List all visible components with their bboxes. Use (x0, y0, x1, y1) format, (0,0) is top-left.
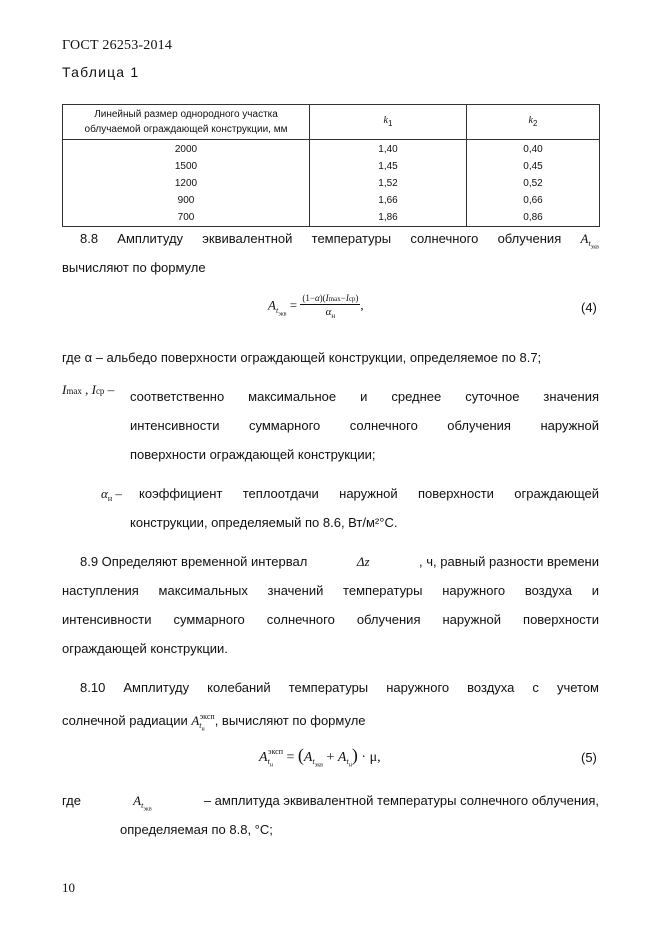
formula-5-number: (5) (581, 750, 597, 765)
alpha-n-desc-line2: конструкции, определяемый по 8.6, Вт/м²°С. (130, 515, 398, 530)
table-row (63, 175, 600, 192)
table-cell: 0,66 (467, 192, 600, 209)
table-cell: 1500 (63, 158, 310, 175)
paragraph-8-9-line3: интенсивности суммарного солнечного облучения наружной поверхности (62, 612, 599, 627)
table-header-row (63, 105, 600, 140)
table-row (63, 192, 600, 209)
column-header-k2: $k_2$ (467, 105, 600, 140)
paragraph-8-9-line2: наступления максимальных значений температуры наружного воздуха и (62, 583, 599, 598)
symbol-alpha-n: $\alpha_н$ – (101, 486, 122, 503)
formula-4: $A_{t_{экв}}$ = $\frac{\text{(1−α)(Imax−Iср)}}{\alpha_н}$ , (268, 293, 364, 321)
table-row (63, 140, 600, 159)
data-table (62, 104, 600, 227)
where-a-tekv-line1: где $A_{t_{экв}}$ – амплитуда эквивалентной температуры солнечного облучения, (62, 793, 599, 813)
paragraph-8-10-line2: солнечной радиации $A_{t_н}^{эксп}$, вычисляют по формуле (62, 712, 366, 733)
formula-5: $A_{t_н}^{эксп} = (A_{t_{экв}} + A_{t_н}) \cdot \mu$, (259, 745, 381, 769)
table-cell: 700 (63, 209, 310, 227)
table-cell: 0,52 (467, 175, 600, 192)
table-cell: 2000 (63, 140, 310, 159)
table-cell: 1,86 (310, 209, 467, 227)
table-cell: 1,52 (310, 175, 467, 192)
table-cell: 0,86 (467, 209, 600, 227)
formula-4-number: (4) (581, 300, 597, 315)
symbols-imax-icp: Imax , Iср – (62, 382, 115, 397)
table-caption: Таблица 1 (62, 64, 140, 80)
table-cell: 1,66 (310, 192, 467, 209)
document-header: ГОСТ 26253-2014 (62, 38, 173, 53)
page-number: 10 (62, 880, 75, 895)
column-header-k1: $k_1$ (310, 105, 467, 140)
imax-desc-line2: интенсивности суммарного солнечного облучения наружной (130, 418, 599, 433)
imax-desc-line1: соответственно максимальное и среднее суточное значения (130, 389, 599, 404)
paragraph-8-8-line2: вычисляют по формуле (62, 260, 206, 275)
table-cell: 1,45 (310, 158, 467, 175)
table-row (63, 158, 600, 175)
table-cell: 1,40 (310, 140, 467, 159)
table-cell: 0,40 (467, 140, 600, 159)
paragraph-8-10-line1: 8.10 Амплитуду колебаний температуры наружного воздуха с учетом (80, 680, 599, 695)
imax-desc-line3: поверхности ограждающей конструкции; (130, 447, 376, 462)
where-a-tekv-line2: определяемая по 8.8, °С; (120, 822, 273, 837)
column-header-size: Линейный размер однородного участка облучаемой ограждающей конструкции, мм (63, 105, 310, 140)
table-cell: 900 (63, 192, 310, 209)
table-cell: 0,45 (467, 158, 600, 175)
where-alpha: где α – альбедо поверхности ограждающей конструкции, определяемое по 8.7; (62, 350, 542, 365)
paragraph-8-8-line1: 8.8 Амплитуду эквивалентной температуры солнечного облучения $A_{t_{экв}}$ (80, 231, 599, 251)
table-cell: 1200 (63, 175, 310, 192)
paragraph-8-9-line1: 8.9 Определяют временной интервал Δz , ч, равный разности времени (80, 554, 599, 569)
alpha-n-desc-line1: коэффициент теплоотдачи наружной поверхности ограждающей (139, 486, 599, 501)
paragraph-8-9-line4: ограждающей конструкции. (62, 641, 228, 656)
